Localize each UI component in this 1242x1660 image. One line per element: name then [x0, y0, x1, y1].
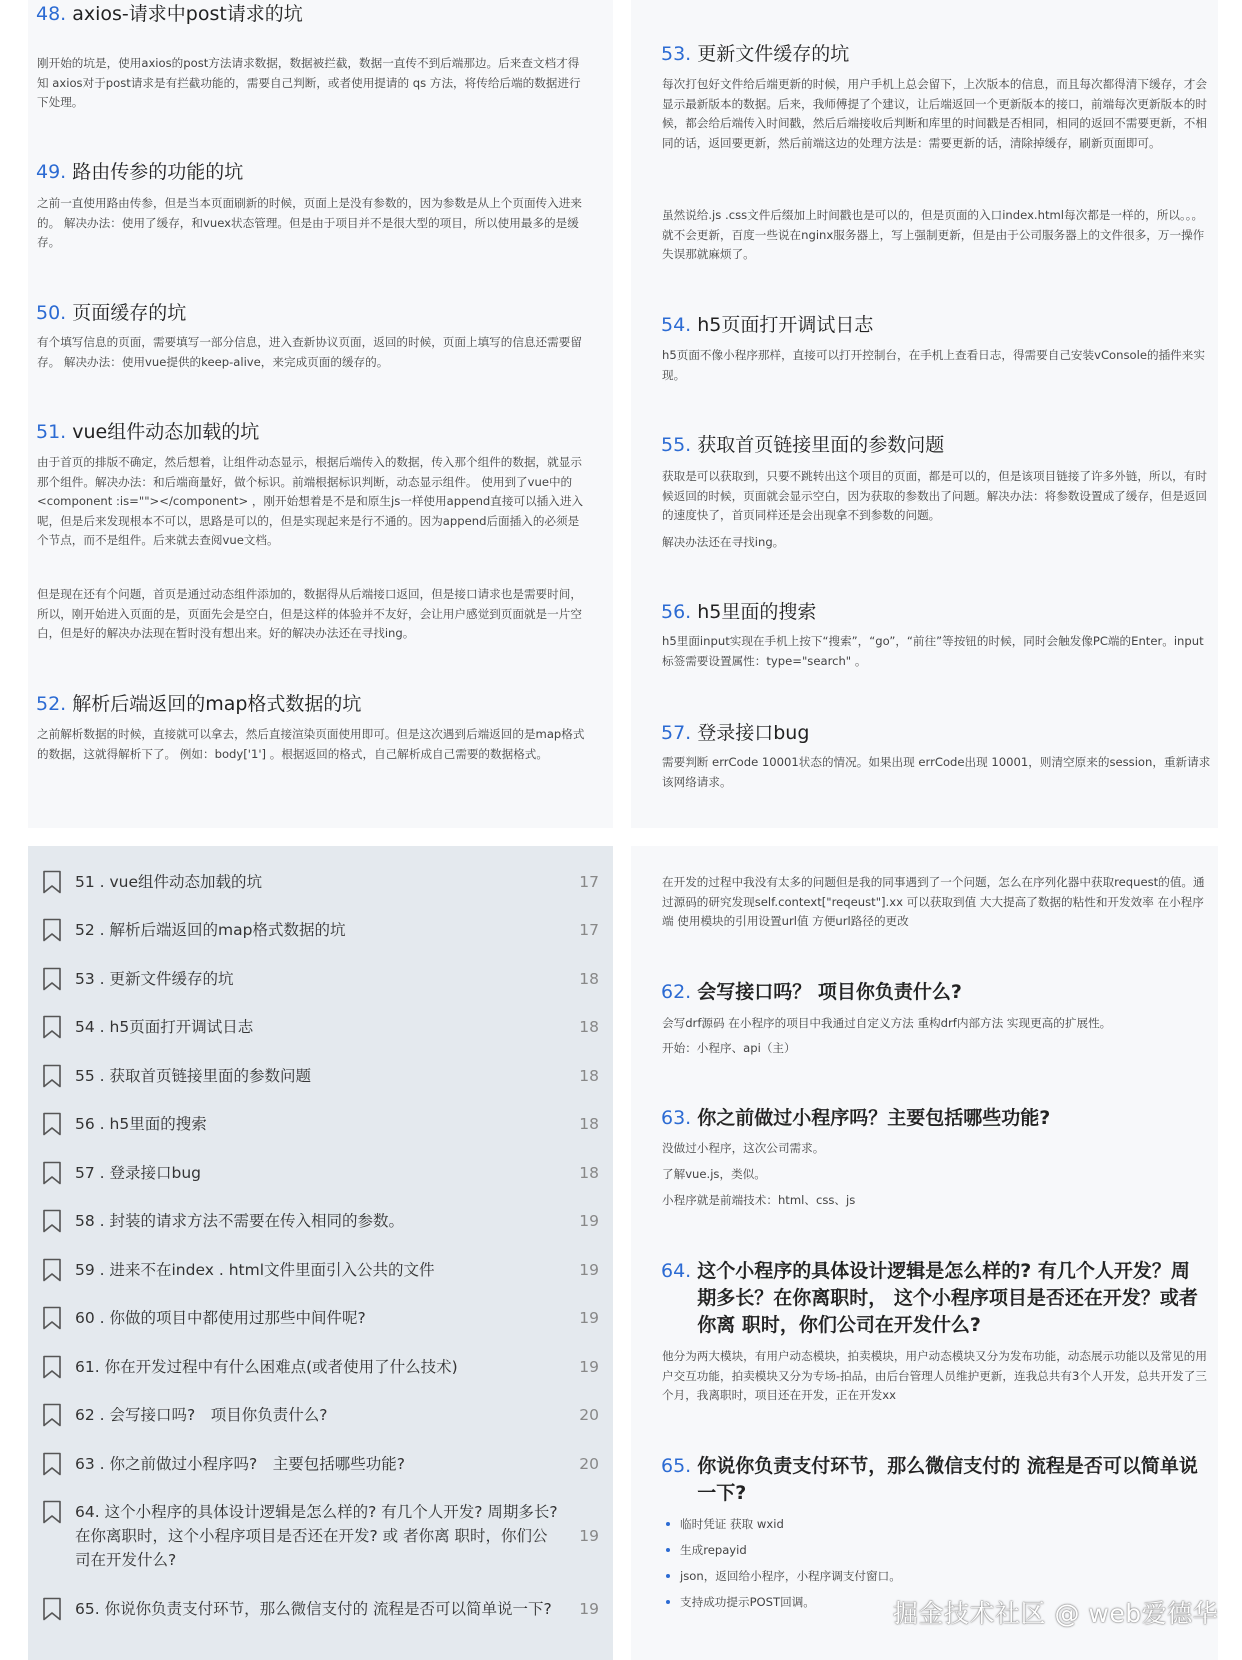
bookmark-icon[interactable]	[42, 1258, 62, 1282]
toc-item[interactable]	[42, 870, 599, 894]
section-line: 了解vue.js，类似。	[662, 1167, 766, 1181]
section-title: 这个小程序的具体设计逻辑是怎么样的? 有几个人开发？周期多长？在你离职时， 这个小程序项目是否还在开发？或者你离 职时，你们公司在开发什么?	[697, 1260, 1198, 1336]
toc-item[interactable]	[42, 1209, 599, 1233]
toc-item-label: 51 . vue组件动态加载的坑	[75, 873, 263, 891]
section-title: axios-请求中post请求的坑	[72, 3, 303, 25]
section-body-62: 会写drf源码 在小程序的项目中我通过自定义方法 重构drf内部方法 实现更高的扩展性。	[662, 1016, 1112, 1030]
section-number: 62.	[661, 981, 692, 1003]
bookmark-icon[interactable]	[42, 1064, 62, 1088]
section-body-48: 刚开始的坑是，使用axios的post方法请求数据，数据被拦截，数据一直传不到后端那边。后来查文档才得知 axios对于post请求是有拦截功能的，需要自己判断，或者使用提请的 qs 方法，将传给后端的数据进行下处理。	[37, 56, 581, 110]
toc-item[interactable]	[42, 1258, 599, 1282]
toc-item-page: 17	[579, 873, 599, 891]
bookmark-icon[interactable]	[42, 918, 62, 942]
bullet-item: json，返回给小程序，小程序调支付窗口。	[664, 1563, 1204, 1589]
toc-item-page: 18	[579, 970, 599, 988]
bookmark-icon[interactable]	[42, 1015, 62, 1039]
section-title: 获取首页链接里面的参数问题	[697, 434, 945, 456]
bookmark-icon[interactable]	[42, 1597, 62, 1621]
toc-item-label: 58 . 封装的请求方法不需要在传入相同的参数。	[75, 1212, 405, 1230]
section-body-52: 之前解析数据的时候，直接就可以拿去，然后直接渲染页面使用即可。但是这次遇到后端返回的是map格式的数据，这就得解析下了。 例如：body['1'] 。根据返回的格式，自己解析成自己需要的数据格式。	[37, 727, 585, 761]
section-number: 51.	[36, 421, 67, 443]
toc-item-label: 57 . 登录接口bug	[75, 1164, 202, 1182]
section-body-54: h5页面不像小程序那样，直接可以打开控制台，在手机上查看日志，得需要自己安装vConsole的插件来实现。	[662, 348, 1205, 382]
section-number: 54.	[661, 314, 692, 336]
section-heading-57	[661, 720, 1206, 747]
toc-item-label: 62 . 会写接口吗? 项目你负责什么?	[75, 1406, 328, 1424]
section-body-57: 需要判断 errCode 10001状态的情况。如果出现 errCode出现 10001，则清空原来的session，重新请求该网络请求。	[662, 755, 1211, 789]
section-heading-51	[36, 419, 596, 446]
section-body-64: 他分为两大模块，有用户动态模块，拍卖模块，用户动态模块又分为发布功能，动态展示功能以及常见的用户交互功能，拍卖模块又分为专场-拍品，由后台管理人员维护更新，连我总共有3个人开发，总共开发了三个月，我离职时，项目还在开发，正在开发xx	[662, 1349, 1207, 1403]
section-body-50: 有个填写信息的页面，需要填写一部分信息，进入查新协议页面，返回的时候，页面上填写的信息还需要留存。 解决办法：使用vue提供的keep-alive，来完成页面的缓存的。	[37, 335, 582, 369]
toc-item-page: 18	[579, 1067, 599, 1085]
toc-item-page: 18	[579, 1115, 599, 1133]
section-number: 48.	[36, 3, 67, 25]
section-title: h5里面的搜索	[697, 601, 817, 623]
section-body-61: 在开发的过程中我没有太多的问题但是我的同事遇到了一个问题，怎么在序列化器中获取request的值。通过源码的研究发现self.context["reqeust"].xx 可以获取到值 大大提高了数据的粘性和开发效率 在小程序端 使用模块的引用设置url值 方便url路径的更改	[662, 875, 1205, 929]
section-body-62-extra: 开始：小程序、api（主）	[662, 1041, 796, 1055]
toc-item-page: 19	[579, 1309, 599, 1327]
section-title: 你之前做过小程序吗？主要包括哪些功能?	[697, 1107, 1051, 1129]
section-heading-49	[36, 159, 596, 186]
section-heading-52	[36, 691, 596, 718]
section-heading-65	[661, 1453, 1206, 1507]
section-heading-56	[661, 599, 1206, 626]
toc-item-page: 19	[579, 1600, 599, 1618]
toc-item-label: 52 . 解析后端返回的map格式数据的坑	[75, 921, 346, 939]
bullet-item: 支持成功提示POST回调。	[664, 1589, 1204, 1615]
section-line: 没做过小程序，这次公司需求。	[662, 1141, 825, 1155]
article-panel-right	[631, 0, 1218, 828]
section-title: 会写接口吗？ 项目你负责什么?	[697, 981, 962, 1003]
toc-item[interactable]	[42, 1355, 599, 1379]
bookmark-icon[interactable]	[42, 870, 62, 894]
bookmark-icon[interactable]	[42, 1452, 62, 1476]
bookmark-icon[interactable]	[42, 1500, 62, 1524]
toc-item-label: 59 . 进来不在index . html文件里面引入公共的文件	[75, 1261, 435, 1279]
section-heading-48	[36, 1, 596, 28]
section-number: 50.	[36, 302, 67, 324]
section-number: 57.	[661, 722, 692, 744]
section-heading-63	[661, 1105, 1206, 1132]
bookmark-icon[interactable]	[42, 1306, 62, 1330]
toc-item[interactable]	[42, 1452, 599, 1476]
toc-item-page: 18	[579, 1018, 599, 1036]
section-number: 63.	[661, 1107, 692, 1129]
toc-item-label: 60 . 你做的项目中都使用过那些中间件呢?	[75, 1309, 366, 1327]
bullet-item: 生成repayid	[664, 1537, 1204, 1563]
toc-item-page: 19	[579, 1358, 599, 1376]
toc-item-label: 65. 你说你负责支付环节，那么微信支付的 流程是否可以简单说一下?	[75, 1600, 552, 1618]
toc-item-label: 64. 这个小程序的具体设计逻辑是怎么样的? 有几个人开发? 周期多长? 在你离职时，这个小程序项目是否还在开发? 或 者你离 职时，你们公司在开发什么?	[75, 1503, 558, 1569]
section-heading-62	[661, 979, 1206, 1006]
toc-item-page: 19	[579, 1261, 599, 1279]
toc-item[interactable]	[42, 918, 599, 942]
table-of-contents	[28, 846, 613, 1660]
section-heading-50	[36, 300, 596, 327]
toc-item-label: 61. 你在开发过程中有什么困难点(或者使用了什么技术)	[75, 1358, 458, 1376]
section-body-51-extra: 但是现在还有个问题，首页是通过动态组件添加的，数据得从后端接口返回，但是接口请求也是需要时间，所以，刚开始进入页面的是，页面先会是空白，但是这样的体验并不友好，会让用户感觉到页面就是一片空白，但是好的解决办法现在暂时没有想出来。好的解决办法还在寻找ing。	[37, 587, 582, 641]
bookmark-icon[interactable]	[42, 1161, 62, 1185]
bookmark-icon[interactable]	[42, 1209, 62, 1233]
section-number: 65.	[661, 1455, 692, 1477]
section-title: 登录接口bug	[697, 722, 810, 744]
section-number: 64.	[661, 1260, 692, 1282]
section-heading-55	[661, 432, 1206, 459]
toc-item[interactable]	[42, 1597, 599, 1621]
toc-item-page: 20	[579, 1455, 599, 1473]
bookmark-icon[interactable]	[42, 1403, 62, 1427]
toc-item[interactable]	[42, 1306, 599, 1330]
toc-item-label: 53 . 更新文件缓存的坑	[75, 970, 234, 988]
section-title: 更新文件缓存的坑	[697, 43, 850, 65]
toc-item[interactable]	[42, 1500, 599, 1572]
article-panel-left	[28, 0, 613, 828]
section-title: vue组件动态加载的坑	[72, 421, 260, 443]
toc-item-label: 63 . 你之前做过小程序吗? 主要包括哪些功能?	[75, 1455, 405, 1473]
section-body-53-extra: 虽然说给.js .css文件后缀加上时间戳也是可以的，但是页面的入口index.html每次都是一样的，所以。。。就不会更新，百度一些说在nginx服务器上，写上强制更新，但是由于公司服务器上的文件很多，万一操作失误那就麻烦了。	[662, 208, 1205, 262]
section-number: 53.	[661, 43, 692, 65]
toc-item[interactable]	[42, 1403, 599, 1427]
section-title: 解析后端返回的map格式数据的坑	[72, 693, 362, 715]
section-title: 页面缓存的坑	[72, 302, 187, 324]
toc-item-label: 54 . h5页面打开调试日志	[75, 1018, 254, 1036]
section-body-51: 由于首页的排版不确定，然后想着，让组件动态显示，根据后端传入的数据，传入那个组件的数据，就显示那个组件。解决办法：和后端商量好，做个标识。前端根据标识判断，动态显示组件。 使用到了vue中的<component :is=""></component> ，刚开始想着是不是和原生js一样使用append直接可以插入进入呢，但是后来发现根本不可以，思路是可以的，但是实现起来是行不通的。因为append后面插入的必须是个节点，而不是组件。后来就去查阅vue文档。	[37, 455, 584, 548]
bullet-item: 临时凭证 获取 wxid	[664, 1511, 1204, 1537]
section-title: h5页面打开调试日志	[697, 314, 874, 336]
toc-item-page: 17	[579, 921, 599, 939]
article-panel-right-lower	[631, 846, 1218, 1660]
toc-item-label: 55 . 获取首页链接里面的参数问题	[75, 1067, 312, 1085]
toc-item-label: 56 . h5里面的搜索	[75, 1115, 207, 1133]
toc-item-page: 19	[579, 1212, 599, 1230]
section-title: 你说你负责支付环节，那么微信支付的 流程是否可以简单说一下?	[697, 1455, 1198, 1504]
section-number: 55.	[661, 434, 692, 456]
bookmark-icon[interactable]	[42, 1355, 62, 1379]
toc-item[interactable]	[42, 1112, 599, 1136]
toc-item-page: 20	[579, 1406, 599, 1424]
section-body-49: 之前一直使用路由传参，但是当本页面刷新的时候，页面上是没有参数的，因为参数是从上个页面传入进来的。 解决办法：使用了缓存，和vuex状态管理。但是由于项目并不是很大型的项目，所以使用最多的是缓存。	[37, 196, 582, 250]
toc-item[interactable]	[42, 967, 599, 991]
toc-item-page: 18	[579, 1164, 599, 1182]
watermark: 掘金技术社区 @ web爱德华	[893, 1599, 1219, 1628]
section-line: 小程序就是前端技术：html、css、js	[662, 1193, 856, 1207]
section-number: 52.	[36, 693, 67, 715]
section-body-56: h5里面input实现在手机上按下“搜索”，“go”，“前往”等按钮的时候，同时会触发像PC端的Enter。input标签需要设置属性：type="search" 。	[662, 634, 1204, 668]
toc-item[interactable]	[42, 1161, 599, 1185]
section-number: 49.	[36, 161, 67, 183]
section-heading-64	[661, 1258, 1206, 1339]
section-heading-53	[661, 41, 1206, 68]
section-number: 56.	[661, 601, 692, 623]
toc-item-page: 19	[579, 1527, 599, 1545]
section-heading-54	[661, 312, 1206, 339]
toc-item[interactable]	[42, 1064, 599, 1088]
section-body-55: 获取是可以获取到，只要不跳转出这个项目的页面，都是可以的，但是该项目链接了许多外链，所以，有时候返回的时候，页面就会显示空白，因为获取的参数出了问题。解决办法：将参数设置成了缓存，但是返回的速度快了，首页同样还是会出现拿不到参数的问题。	[662, 469, 1207, 523]
section-body-53: 每次打包好文件给后端更新的时候，用户手机上总会留下，上次版本的信息，而且每次都得清下缓存，才会显示最新版本的数据。后来，我师傅提了个建议，让后端返回一个更新版本的接口，前端每次更新版本的时候，都会给后端传入时间戳，然后后端接收后判断和库里的时间戳是否相同，相同的返回不需要更新，不相同的话，返回要更新，然后前端这边的处理方法是：需要更新的话，清除掉缓存，刷新页面即可。	[662, 77, 1207, 150]
bookmark-icon[interactable]	[42, 1112, 62, 1136]
section-title: 路由传参的功能的坑	[72, 161, 244, 183]
bookmark-icon[interactable]	[42, 967, 62, 991]
section-body-55-extra: 解决办法还在寻找ing。	[662, 535, 785, 549]
toc-item[interactable]	[42, 1015, 599, 1039]
